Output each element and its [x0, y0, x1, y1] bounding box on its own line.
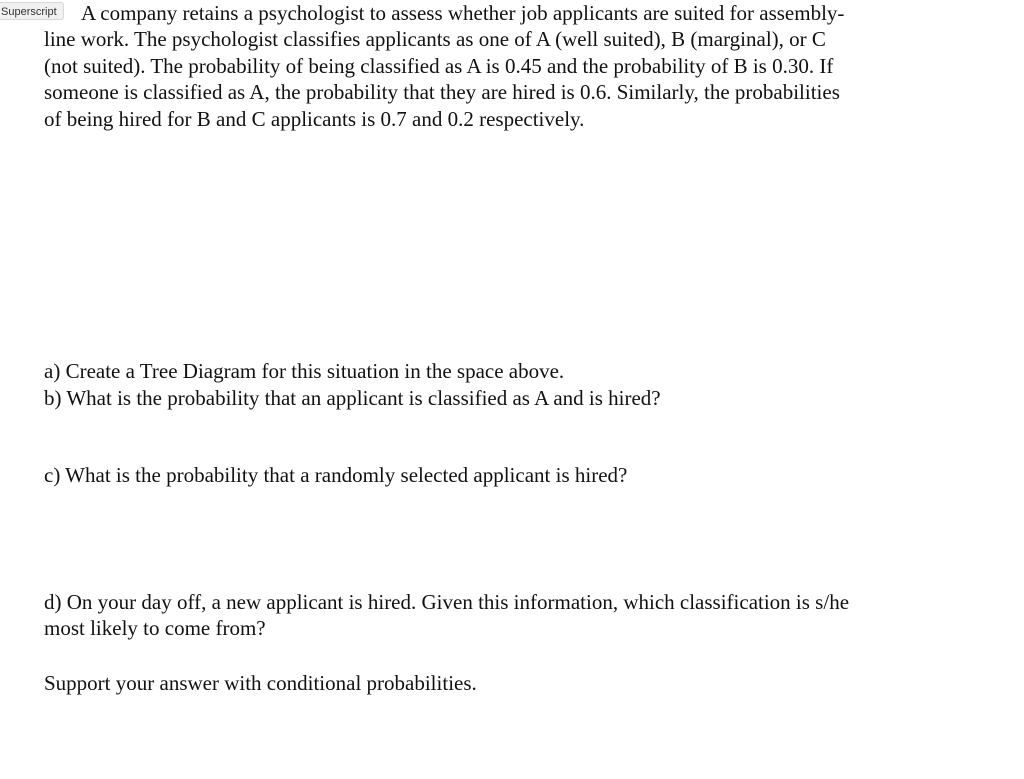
- problem-intro: [44, 26, 840, 132]
- question-d-line2: most likely to come from?: [44, 616, 266, 640]
- question-b: b) What is the probability that an applicant is classified as A and is hired?: [44, 386, 661, 410]
- problem-intro-line: (not suited). The probability of being classified as A is 0.45 and the probability of B is 0.30. If: [44, 53, 834, 78]
- problem-intro-first-line: A company retains a psychologist to assess whether job applicants are suited for assembly-: [81, 1, 845, 25]
- support-instruction: Support your answer with conditional probabilities.: [44, 671, 477, 695]
- problem-intro-line: of being hired for B and C applicants is 0.7 and 0.2 respectively.: [44, 106, 585, 131]
- question-d-line1: d) On your day off, a new applicant is hired. Given this information, which classification is s/he: [44, 590, 850, 614]
- problem-intro-line: someone is classified as A, the probability that they are hired is 0.6. Similarly, the probabilities: [44, 80, 840, 104]
- question-a: a) Create a Tree Diagram for this situation in the space above.: [44, 359, 565, 383]
- question-c: c) What is the probability that a randomly selected applicant is hired?: [44, 463, 628, 487]
- problem-intro-line: line work. The psychologist classifies applicants as one of A (well suited), B (marginal), or C: [44, 27, 826, 51]
- superscript-tooltip: Superscript: [0, 2, 64, 20]
